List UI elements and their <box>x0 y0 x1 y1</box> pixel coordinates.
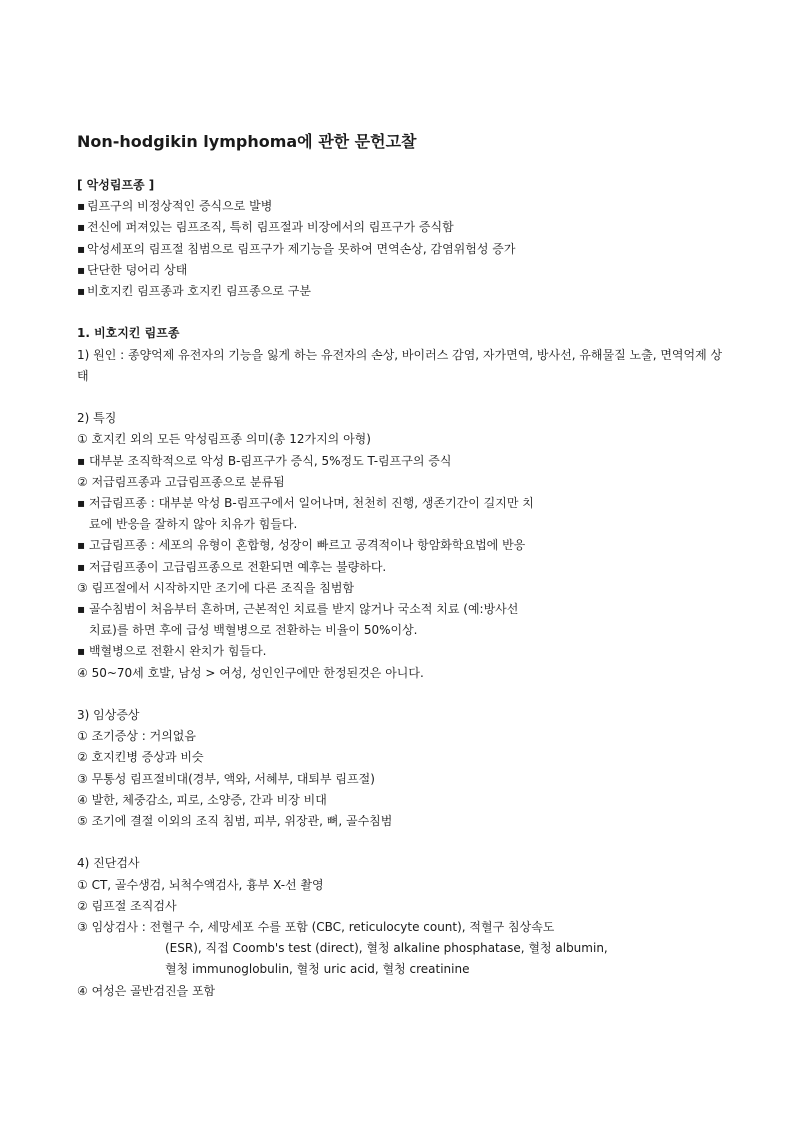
symptom-item: ① 조기증상 : 거의없음 <box>77 729 196 744</box>
section-heading-malignant-lymphoma: [ 악성림프종 ] <box>77 178 155 192</box>
cause-paragraph: 1) 원인 : 종양억제 유전자의 기능을 잃게 하는 유전자의 손상, 바이러스 감염, 자가면역, 방사선, 유해물질 노출, 면역억제 상태 <box>77 347 723 383</box>
symptom-item: ④ 발한, 체중감소, 피로, 소양증, 간과 비장 비대 <box>77 792 327 807</box>
diagnosis-item-continued: (ESR), 직접 Coomb's test (direct), 혈청 alkaline phosphatase, 혈청 albumin, <box>165 941 608 956</box>
spacer <box>77 387 727 408</box>
feature-line: ③ 림프절에서 시작하지만 조기에 다른 조직을 침범함 <box>77 580 355 595</box>
list-item-text: 전신에 퍼져있는 림프조직, 특히 림프절과 비장에서의 림프구가 증식함 <box>87 220 454 235</box>
feature-line: ▪ 백혈병으로 전환시 완치가 힘들다. <box>77 644 267 659</box>
diagnosis-item: ③ 임상검사 : 전혈구 수, 세망세포 수를 포함 (CBC, reticulocyte count), 적혈구 침상속도 <box>77 920 555 935</box>
list-item <box>77 239 727 260</box>
spacer <box>77 302 727 323</box>
list-item-text: 단단한 덩어리 상태 <box>87 262 188 277</box>
feature-line: ▪ 저급림프종이 고급림프종으로 전환되면 예후는 불량하다. <box>77 559 387 574</box>
feature-line: ▪ 고급림프종 : 세포의 유형이 혼합형, 성장이 빠르고 공격적이나 항암화학요법에 반응 <box>77 538 526 553</box>
bullet-icon: ▪ <box>77 199 86 214</box>
document-body <box>77 175 727 1002</box>
feature-line-continued: 치료)를 하면 후에 급성 백혈병으로 전환하는 비율이 50%이상. <box>89 623 418 638</box>
spacer <box>77 684 727 705</box>
feature-line: ② 저급림프종과 고급림프종으로 분류됨 <box>77 474 285 489</box>
list-item <box>77 260 727 281</box>
list-item-text: 비호지킨 림프종과 호지킨 림프종으로 구분 <box>87 284 311 299</box>
bullet-icon: ▪ <box>77 220 86 235</box>
list-item <box>77 281 727 302</box>
diagnosis-item: ① CT, 골수생검, 뇌척수액검사, 흉부 X-선 촬영 <box>77 877 324 892</box>
subsection-heading-symptoms: 3) 임상증상 <box>77 708 140 723</box>
bullet-icon: ▪ <box>77 284 86 299</box>
spacer <box>77 832 727 853</box>
feature-line-continued: 료에 반응을 잘하지 않아 치유가 힘들다. <box>89 517 298 532</box>
diagnosis-item: ④ 여성은 골반검진을 포함 <box>77 983 216 998</box>
list-item-text: 림프구의 비정상적인 증식으로 발병 <box>87 199 273 214</box>
bullet-icon: ▪ <box>77 241 86 256</box>
page-title: Non-hodgikin lymphoma에 관한 문헌고찰 <box>77 132 417 151</box>
bullet-icon: ▪ <box>77 262 86 277</box>
list-item <box>77 196 727 217</box>
subsection-heading-features: 2) 특징 <box>77 411 117 426</box>
diagnosis-item-continued: 혈청 immunoglobulin, 혈청 uric acid, 혈청 creatinine <box>165 962 470 977</box>
feature-line: ① 호지킨 외의 모든 악성림프종 의미(총 12가지의 아형) <box>77 432 371 447</box>
list-item <box>77 217 727 238</box>
feature-line: ▪ 골수침범이 처음부터 흔하며, 근본적인 치료를 받지 않거나 국소적 치료 (예:방사선 <box>77 602 519 617</box>
symptom-item: ⑤ 조기에 결절 이외의 조직 침범, 피부, 위장관, 뼈, 골수침범 <box>77 814 393 829</box>
feature-line: ④ 50~70세 호발, 남성 > 여성, 성인인구에만 한정된것은 아니다. <box>77 665 424 680</box>
subsection-heading-diagnosis: 4) 진단검사 <box>77 856 140 871</box>
feature-line: ▪ 저급림프종 : 대부분 악성 B-림프구에서 일어나며, 천천히 진행, 생존기간이 길지만 치 <box>77 496 534 511</box>
symptom-item: ③ 무통성 림프절비대(경부, 액와, 서혜부, 대퇴부 림프절) <box>77 771 375 786</box>
symptom-item: ② 호지킨병 증상과 비슷 <box>77 750 204 765</box>
diagnosis-item: ② 림프절 조직검사 <box>77 898 177 913</box>
feature-line: ▪ 대부분 조직학적으로 악성 B-림프구가 증식, 5%정도 T-림프구의 증식 <box>77 453 452 468</box>
section-heading-nhl: 1. 비호지킨 림프종 <box>77 326 180 341</box>
list-item-text: 악성세포의 림프절 침범으로 림프구가 제기능을 못하여 면역손상, 감염위험성 증가 <box>87 241 516 256</box>
